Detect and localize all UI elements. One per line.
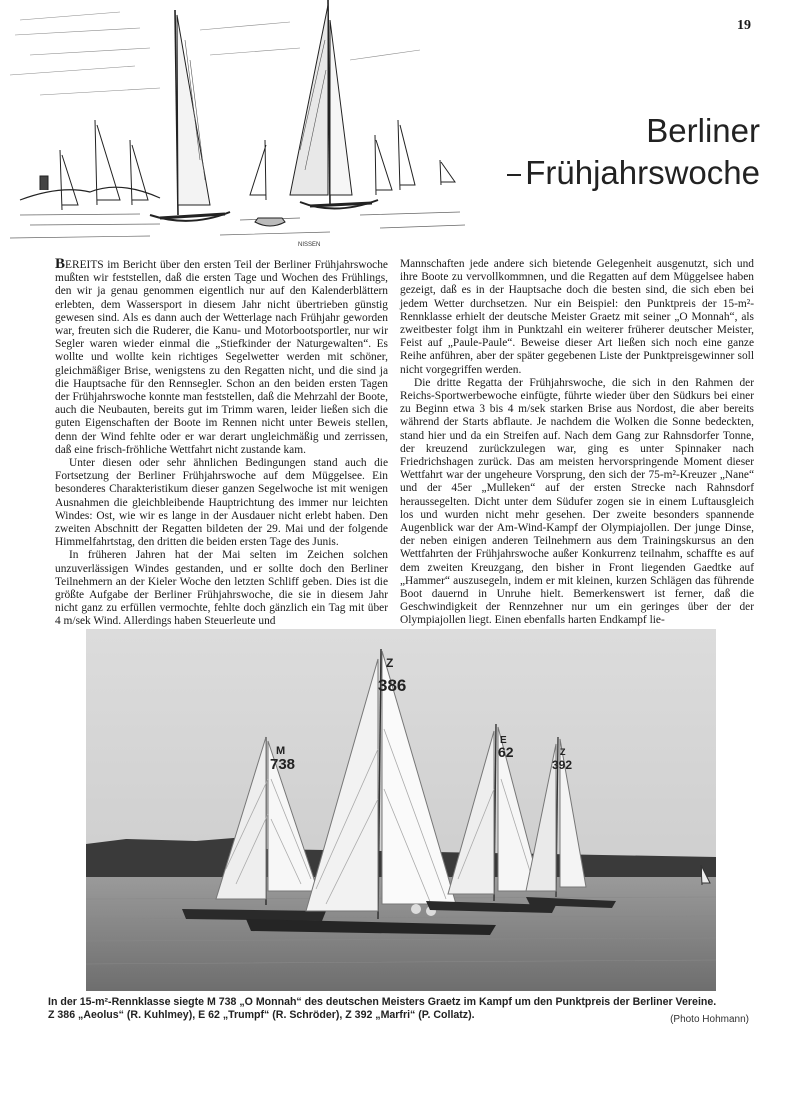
page-number: 19	[737, 18, 751, 33]
title-line-1: Berliner	[646, 112, 760, 149]
paragraph	[55, 258, 388, 457]
sail-number: 392	[552, 758, 573, 772]
title-dash	[507, 174, 521, 176]
paragraph-text: EREITS im Bericht über den ersten Teil der Berliner Frühjahrswoche mußten wir feststellen, daß die ersten Tage und Wochen des Frühlings, den wir ja genau genommen eigentlich nur auf den Kalenderblättern erlebten, dem Wassersport in diesem Jahr nicht übertrieben günstig gewesen sind. Als es dann auch der Wetterlage nach Frühjahr geworden war, freuten sich die Ruderer, die Kanu- und Motorbootsportler, nur wir Segler waren wieder einmal die „Stiefkinder der Naturgewalten“. Es wollte und wollte kein richtiges Segelwetter werden mit schöner, gleichmäßiger Brise, wenigstens zu den Regatten nicht, und die sind ja die Hauptsache für den Rennsegler. Schon an den beiden ersten Tagen der Frühjahrswoche konnte man feststellen, daß die Mehrzahl der Boote, auch die Neubauten, bereits gut im Trimm waren, leider ließen sich die guten Eigenschaften der Boote im Rennen nicht unter Beweis stellen, denn der Wind fehlte oder er war derart ungleichmäßig und zerrissen, daß eine frisch-fröhliche Wettfahrt nicht zustande kam.	[55, 259, 388, 456]
article-column-left	[55, 258, 388, 629]
photo-credit: (Photo Hohmann)	[670, 1014, 749, 1025]
regatta-photo	[86, 629, 716, 991]
paragraph: Die dritte Regatta der Frühjahrswoche, die sich in den Rahmen der Reichs-Sportwerbewoche einfügte, führte wieder über den Südkurs bei einer zu Beginn etwa 3 bis 4 m/sek starken Brise aus Nordost, die aber bereits während der Starts abflaute. Je nachdem die Wolken die Sonne bedeckten, stand hier und da ein Streifen auf. Nach dem Gang zur Rahnsdorfer Tonne, der kreuzend zurückzulegen war, ging es unter Spinnaker nach Friedrichshagen zurück. Das am meisten hervorspringende Moment dieser Wettfahrt war der ungeheure Vorsprung, den sich der 75-m²-Kreuzer „Nane“ und der 45er „Mulleken“ auf der ersten Strecke nach Rahnsdorf heraussegelten. Dicht unter dem Südufer zogen sie in einem Luftausgleich los und wurden nicht mehr gesehen. Der zweite besonders spannende Augenblick war der Am-Wind-Kampf der Olympiajollen. Der junge Dinse, der neben einigen anderen Teilnehmern aus dem Trainingskursus an den Wettfahrten der Frühjahrswoche außer Konkurrenz teilnahm, schaffte es auf dem zweiten Kreuzgang, den bisher in Front liegenden Gaedtke auf „Hammer“ auszusegeln, indem er mit kleinen, kurzen Schlägen das führende Boot dauernd in Unruhe hielt. Bemerkenswert ist ferner, daß die Geschwindigkeit der Rennzehner nur um ein geringes über der der Olympiajollen liegt. Einen ebenfalls harten Endkampf lie-	[400, 376, 754, 627]
sail-number: 738	[270, 756, 296, 773]
sail-number: 386	[378, 676, 407, 695]
sail-letter: M	[276, 745, 286, 757]
article-column-right	[400, 258, 754, 628]
sail-letter: Z	[560, 747, 566, 757]
title-line-2: Frühjahrswoche	[525, 154, 760, 191]
illustration-signature: NISSEN	[298, 242, 321, 248]
photo-caption	[48, 996, 754, 1022]
sail-letter: E	[500, 735, 507, 746]
sailboats-photo	[86, 629, 716, 991]
sailboats-sketch	[0, 0, 470, 255]
article-title	[470, 110, 760, 194]
caption-line-2: Z 386 „Aeolus“ (R. Kuhlmey), E 62 „Trumpf“ (R. Schröder), Z 392 „Marfri“ (P. Collatz).	[48, 1009, 475, 1021]
drop-cap: B	[55, 256, 66, 272]
caption-line-1: In der 15-m²-Rennklasse siegte M 738 „O Monnah“ des deutschen Meisters Graetz im Kampf um den Punktpreis der Berliner Vereine.	[48, 996, 717, 1008]
paragraph: Mannschaften jede andere sich bietende Gelegenheit ausgenutzt, sich und ihre Boote zu vervollkommnen, und die Regatten auf dem Müggelsee haben gezeigt, daß es in der Hauptsache doch die besten sind, die sich eben bei jedem Wetter durchsetzen. Nur ein Beispiel: den Punktpreis der 15-m²-Rennklasse erhielt der deutsche Meister Graetz mit seiner „O Monnah“, als zweitbester folgt ihm in Punktzahl ein weiterer früherer deutscher Meister, Feist auf „Paule-Paule“. Beweise dieser Art ließen sich noch eine ganze Reihe anführen, aber der später gegebenen Liste der Punktpreisgewinner soll nicht vorgegriffen werden.	[400, 258, 754, 376]
sail-number: 62	[498, 744, 514, 760]
paragraph: Unter diesen oder sehr ähnlichen Bedingungen stand auch die Fortsetzung der Berliner Frühjahrswoche auf dem Müggelsee. Ein besonderes Charakteristikum dieser ganzen Segelwoche ist mit wenigen Ausnahmen die gleichbleibende Hauptrichtung des immer nur leichten Windes: Ost, wie wir es lange in der Ausdauer nicht erlebt haben. Den zweiten Abschnitt der Regatten bildeten der 29. Mai und der folgende Himmelfahrtstag, den dritten die beiden ersten Tage des Junis.	[55, 457, 388, 549]
paragraph: In früheren Jahren hat der Mai selten im Zeichen solchen unzuverlässigen Windes gestanden, und er sollte doch den Berliner Teilnehmern an der Kieler Woche den letzten Schliff geben. Dies ist die größte Aufgabe der Berliner Frühjahrswoche, die sie in diesem Jahr nicht ganz zu erfüllen vermochte, fehlte doch gänzlich ein Tag mit über 4 m/sek Wind. Allerdings haben Steuerleute und	[55, 549, 388, 628]
sail-letter: Z	[386, 656, 394, 670]
